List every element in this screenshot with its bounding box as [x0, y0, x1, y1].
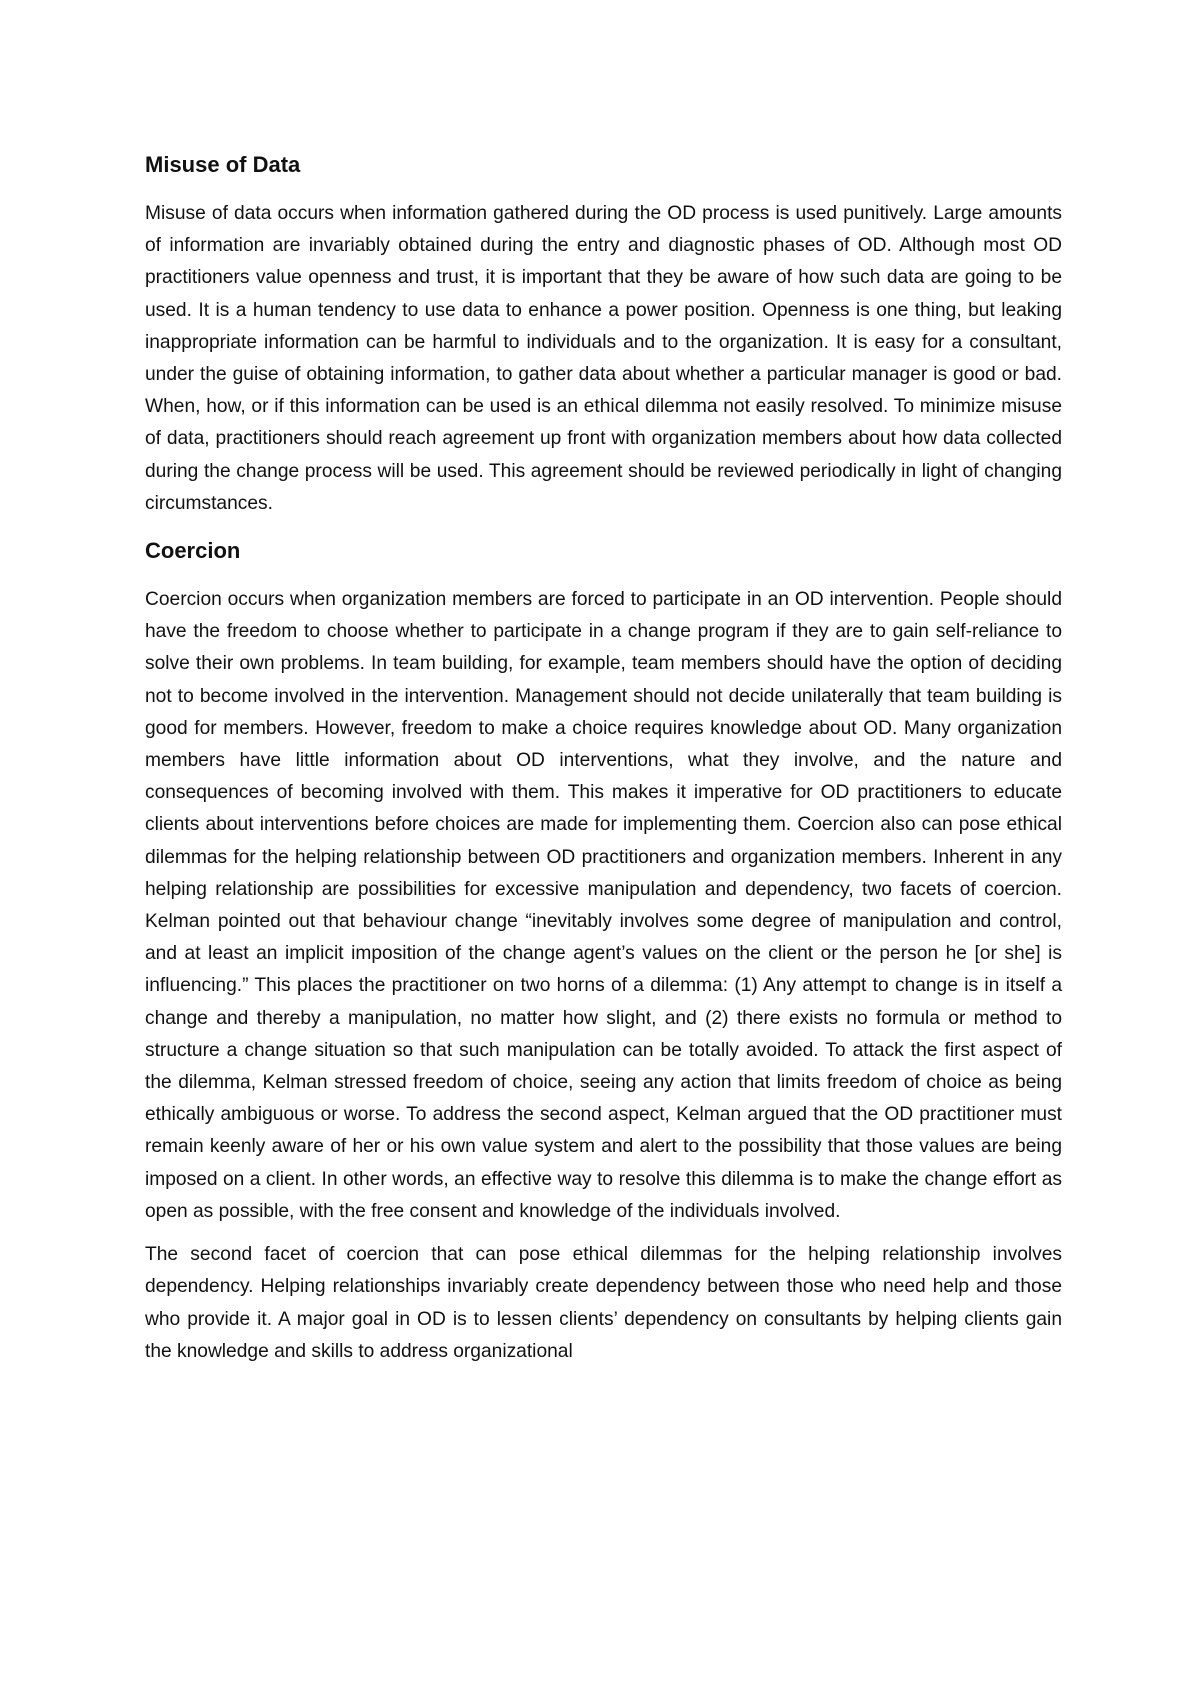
section-heading-misuse-of-data: Misuse of Data — [145, 152, 301, 177]
section-heading-coercion: Coercion — [145, 538, 241, 564]
paragraph-misuse-of-data: Misuse of data occurs when information gathered during the OD process is used punitively. Large amounts of information are invariably obtained during the entry and diagnostic phases of OD. Although most OD practitioners value openness and trust, it is important that they be aware of how such data are going to be used. It is a human tendency to use data to enhance a power position. Openness is one thing, but leaking inappropriate information can be harmful to individuals and to the organization. It is easy for a consultant, under the guise of obtaining information, to gather data about whether a particular manager is good or bad. When, how, or if this information can be used is an ethical dilemma not easily resolved. To minimize misuse of data, practitioners should reach agreement up front with organization members about how data collected during the change process will be used. This agreement should be reviewed periodically in light of changing circumstances. — [145, 203, 1062, 514]
paragraph-coercion-1: Coercion occurs when organization members are forced to participate in an OD intervention. People should have the freedom to choose whether to participate in a change program if they are to gain self-reliance to solve their own problems. In team building, for example, team members should have the option of deciding not to become involved in the intervention. Management should not decide unilaterally that team building is good for members. However, freedom to make a choice requires knowledge about OD. Many organization members have little information about OD interventions, what they involve, and the nature and consequences of becoming involved with them. This makes it imperative for OD practitioners to educate clients about interventions before choices are made for implementing them. Coercion also can pose ethical dilemmas for the helping relationship between OD practitioners and organization members. Inherent in any helping relationship are possibilities for excessive manipulation and dependency, two facets of coercion. Kelman pointed out that behaviour change “inevitably involves some degree of manipulation and control, and at least an implicit imposition of the change agent’s values on the client or the person he [or she] is influencing.” This places the practitioner on two horns of a dilemma: (1) Any attempt to change is in itself a change and thereby a manipulation, no matter how slight, and (2) there exists no formula or method to structure a change situation so that such manipulation can be totally avoided. To attack the first aspect of the dilemma, Kelman stressed freedom of choice, seeing any action that limits freedom of choice as being ethically ambiguous or worse. To address the second aspect, Kelman argued that the OD practitioner must remain keenly aware of her or his own value system and alert to the possibility that those values are being imposed on a client. In other words, an effective way to resolve this dilemma is to make the change effort as open as possible, with the free consent and knowledge of the individuals involved. — [145, 589, 1062, 1222]
document-body — [145, 150, 1062, 1368]
paragraph-coercion-2: The second facet of coercion that can pose ethical dilemmas for the helping relationship involves dependency. Helping relationships invariably create dependency between those who need help and those who provide it. A major goal in OD is to lessen clients’ dependency on consultants by helping clients gain the knowledge and skills to address organizational — [145, 1244, 1062, 1362]
